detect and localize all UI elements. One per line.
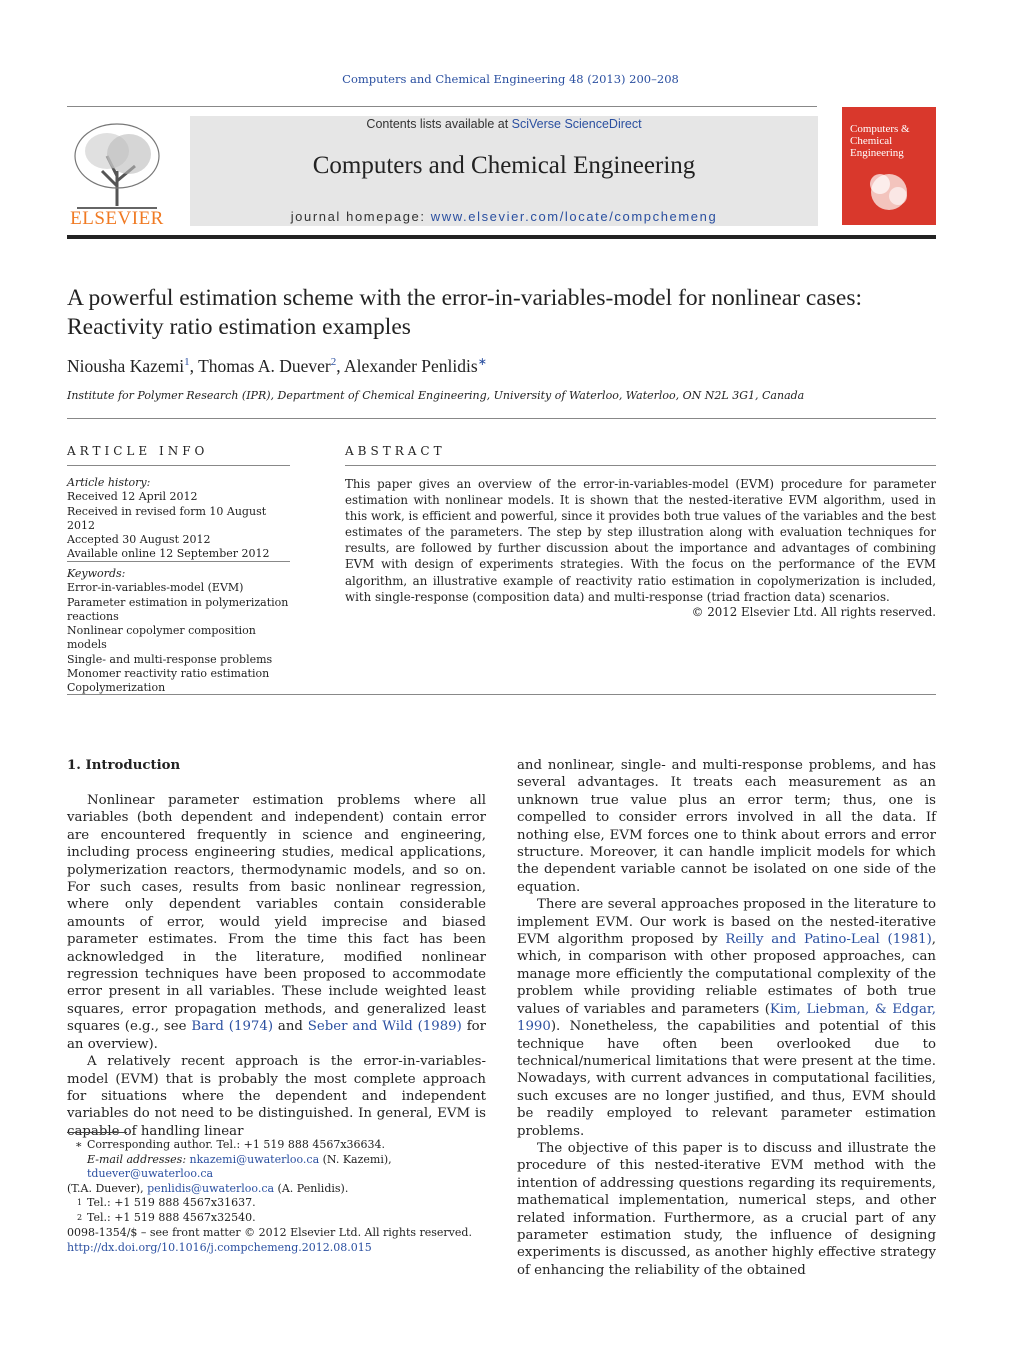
- cover-art-icon: [842, 162, 936, 222]
- paragraph-text: Nonlinear parameter estimation problems where all variables (both dependent and independent) contain error are encountered frequently in science and engineering, including process engineering studies, medical applications, polymerization reactors, thermodynamic models, and so on. For such cases, results from basic nonlinear regression, where only dependent variables contain considerable amounts of error, would yield imprecise and biased parameter estimates. From the time this fact has been acknowledged in the literature, modified nonlinear regression techniques have been proposed to accommodate error present in all variables. These include weighted least squares, error propagation methods, and generalized least squares (e.g., see: [67, 793, 486, 1035]
- elsevier-logo[interactable]: [67, 116, 167, 229]
- cover-title: Computers & Chemical Engineering: [850, 123, 910, 159]
- email-link[interactable]: penlidis@uwaterloo.ca: [147, 1181, 275, 1195]
- keywords-label: Keywords:: [67, 567, 126, 580]
- keywords-rule: [67, 561, 290, 562]
- footnote-emails-cont: [67, 1182, 497, 1197]
- email-link[interactable]: nkazemi@uwaterloo.ca: [189, 1152, 320, 1166]
- email-owner: (T.A. Duever),: [67, 1181, 148, 1195]
- homepage-link[interactable]: www.elsevier.com/locate/compchemeng: [430, 209, 718, 224]
- body-column-right: [517, 757, 936, 1279]
- header-rule: [67, 106, 817, 107]
- footnote-mark: 1: [77, 1198, 83, 1207]
- abstract-heading: ABSTRACT: [345, 444, 446, 458]
- email-owner: (N. Kazemi),: [319, 1152, 392, 1166]
- front-matter: [67, 1226, 497, 1255]
- author-separator: ,: [189, 355, 199, 376]
- keyword-item: reactions: [67, 609, 119, 623]
- keyword-item: Nonlinear copolymer composition models: [67, 624, 256, 652]
- footnote-text: Corresponding author. Tel.: +1 519 888 4567x36634.: [87, 1138, 386, 1151]
- article-history-label: Article history:: [67, 476, 151, 489]
- masthead-rule: [67, 235, 936, 239]
- corresponding-author-mark[interactable]: ∗: [477, 356, 487, 368]
- keyword-item: Monomer reactivity ratio estimation: [67, 667, 270, 681]
- reference-link[interactable]: Seber and Wild (1989): [307, 1019, 462, 1035]
- footnote-mark: ∗: [75, 1138, 83, 1151]
- paragraph-text: There are several approaches proposed in the literature to implement EVM. Our work is based on the nested-iterative EVM algorithm proposed by: [517, 897, 936, 948]
- journal-title: Computers and Chemical Engineering: [312, 152, 696, 179]
- history-item: Accepted 30 August 2012: [67, 533, 211, 547]
- history-item: Received 12 April 2012: [67, 490, 198, 504]
- section-heading-introduction: 1. Introduction: [67, 758, 181, 773]
- keyword-item: Parameter estimation in polymerization: [67, 595, 289, 609]
- footnote-text: Tel.: +1 519 888 4567x31637.: [87, 1196, 256, 1209]
- section-rule: [67, 418, 936, 419]
- author-separator: ,: [336, 355, 345, 376]
- journal-citation[interactable]: Computers and Chemical Engineering 48 (2013) 200–208: [342, 72, 679, 86]
- email-label: E-mail addresses:: [87, 1152, 187, 1166]
- article-title: A powerful estimation scheme with the error-in-variables-model for nonlinear cases: Reactivity ratio estimation examples: [67, 285, 862, 340]
- sciencedirect-link[interactable]: SciVerse ScienceDirect: [511, 117, 642, 131]
- paragraph-text: , which, in comparison with other proposed approaches, can manage more efficiently the computational complexity of the problem while providing reliable estimates of both true values of variables and parameters (: [517, 932, 936, 1017]
- footnote-mark: 2: [77, 1212, 83, 1222]
- paragraph-text: and: [273, 1019, 308, 1035]
- abstract-rule: [345, 465, 936, 466]
- contents-label: Contents lists available at: [366, 117, 512, 131]
- email-link[interactable]: tduever@uwaterloo.ca: [87, 1167, 214, 1180]
- footnote-1: [67, 1196, 497, 1211]
- author-name[interactable]: Alexander Penlidis: [344, 355, 478, 376]
- keywords: [67, 567, 292, 696]
- paragraph: and nonlinear, single- and multi-response problems, and has several advantages. It treats each measurement as an unknown true value plus an error term; thus, one is compelled to consider errors involved in all the data. If nothing else, EVM forces one to think about errors and error structure. Moreover, it can handle implicit models for which the dependent variable cannot be isolated on one side of the equation.: [517, 758, 936, 895]
- section-rule: [67, 694, 936, 695]
- article-history: [67, 476, 292, 562]
- article-info-rule: [67, 465, 290, 466]
- reference-link[interactable]: Kim, Liebman, & Edgar, 1990: [517, 1001, 936, 1035]
- reference-link[interactable]: Bard (1974): [191, 1019, 274, 1035]
- author-name[interactable]: Niousha Kazemi: [67, 355, 185, 376]
- keyword-item: Single- and multi-response problems: [67, 652, 273, 666]
- paragraph: [67, 792, 486, 1053]
- reference-link[interactable]: Reilly and Patino-Leal (1981): [725, 932, 932, 948]
- footnote-emails: [67, 1153, 497, 1182]
- author-footnote-mark[interactable]: 2: [330, 356, 337, 368]
- paragraph-text: for an overview).: [67, 1019, 486, 1052]
- elsevier-wordmark: ELSEVIER: [70, 208, 164, 229]
- email-owner: (A. Penlidis).: [274, 1181, 349, 1195]
- journal-homepage: [190, 209, 818, 224]
- paragraph: A relatively recent approach is the error-in-variables-model (EVM) that is probably the most complete approach for situations where the dependent and independent variables do not need to be distinguished. In general, EVM is capable of handling linear: [67, 1054, 486, 1139]
- footnote-2: [67, 1211, 497, 1226]
- paragraph-text: ). Nonetheless, the capabilities and potential of this technique have often been overlooked due to technical/numerical limitations that were present at the time. Nowadays, with current advances in computational facilities, such excuses are no longer justified, and thus, EVM should be readily employed to relevant parameter estimation problems.: [517, 1019, 936, 1139]
- history-item: Received in revised form 10 August 2012: [67, 504, 267, 532]
- abstract-text: This paper gives an overview of the error-in-variables-model (EVM) procedure for parameter estimation with nonlinear models. It is shown that the nested-iterative EVM algorithm, used in this work, is efficient and powerful, since it provides both true values of the variables and the best estimates of the parameters. The step by step illustration along with evaluation techniques for results, are followed by further discussion about the importance and advantages of combining EVM with design of experiments strategies. With the focus on the performance of the EVM algorithm, an illustrative example of reactivity ratio estimation in copolymerization is included, with single-response (composition data) and multi-response (triad fraction data) scenarios.: [345, 477, 936, 604]
- footnote-rule: [67, 1132, 127, 1133]
- author-name[interactable]: Thomas A. Duever: [198, 355, 331, 376]
- keyword-item: Copolymerization: [67, 681, 166, 695]
- body-column-left: [67, 792, 486, 1140]
- homepage-label: journal homepage:: [290, 209, 431, 224]
- author-footnote-mark[interactable]: 1: [184, 356, 190, 368]
- abstract-copyright: © 2012 Elsevier Ltd. All rights reserved.: [691, 605, 936, 619]
- history-item: Available online 12 September 2012: [67, 547, 270, 561]
- footnote-corresponding: [67, 1138, 497, 1153]
- keyword-item: Error-in-variables-model (EVM): [67, 581, 244, 595]
- contents-availability: [190, 117, 818, 131]
- issn-line: 0098-1354/$ – see front matter © 2012 Elsevier Ltd. All rights reserved.: [67, 1226, 472, 1239]
- article-info-heading: ARTICLE INFO: [67, 444, 209, 458]
- paragraph: The objective of this paper is to discuss and illustrate the procedure of this nested-iterative EVM method with the intention of addressing questions regarding its requirements, mathematical implementation, numerical steps, and other related information. Furthermore, as a crucial part of any parameter estimation study, the influence of designing experiments is discussed, as another highly effective strategy of enhancing the reliability of the obtained: [517, 1140, 936, 1278]
- paragraph: [517, 896, 936, 1140]
- author-list: [67, 355, 487, 377]
- footnote-text: Tel.: +1 519 888 4567x32540.: [87, 1210, 256, 1224]
- doi-link[interactable]: http://dx.doi.org/10.1016/j.compchemeng.2012.08.015: [67, 1240, 372, 1254]
- journal-cover-thumbnail[interactable]: [842, 107, 936, 225]
- affiliation: Institute for Polymer Research (IPR), Department of Chemical Engineering, University of Waterloo, Waterloo, ON N2L 3G1, Canada: [67, 389, 805, 402]
- footnotes: [67, 1138, 497, 1225]
